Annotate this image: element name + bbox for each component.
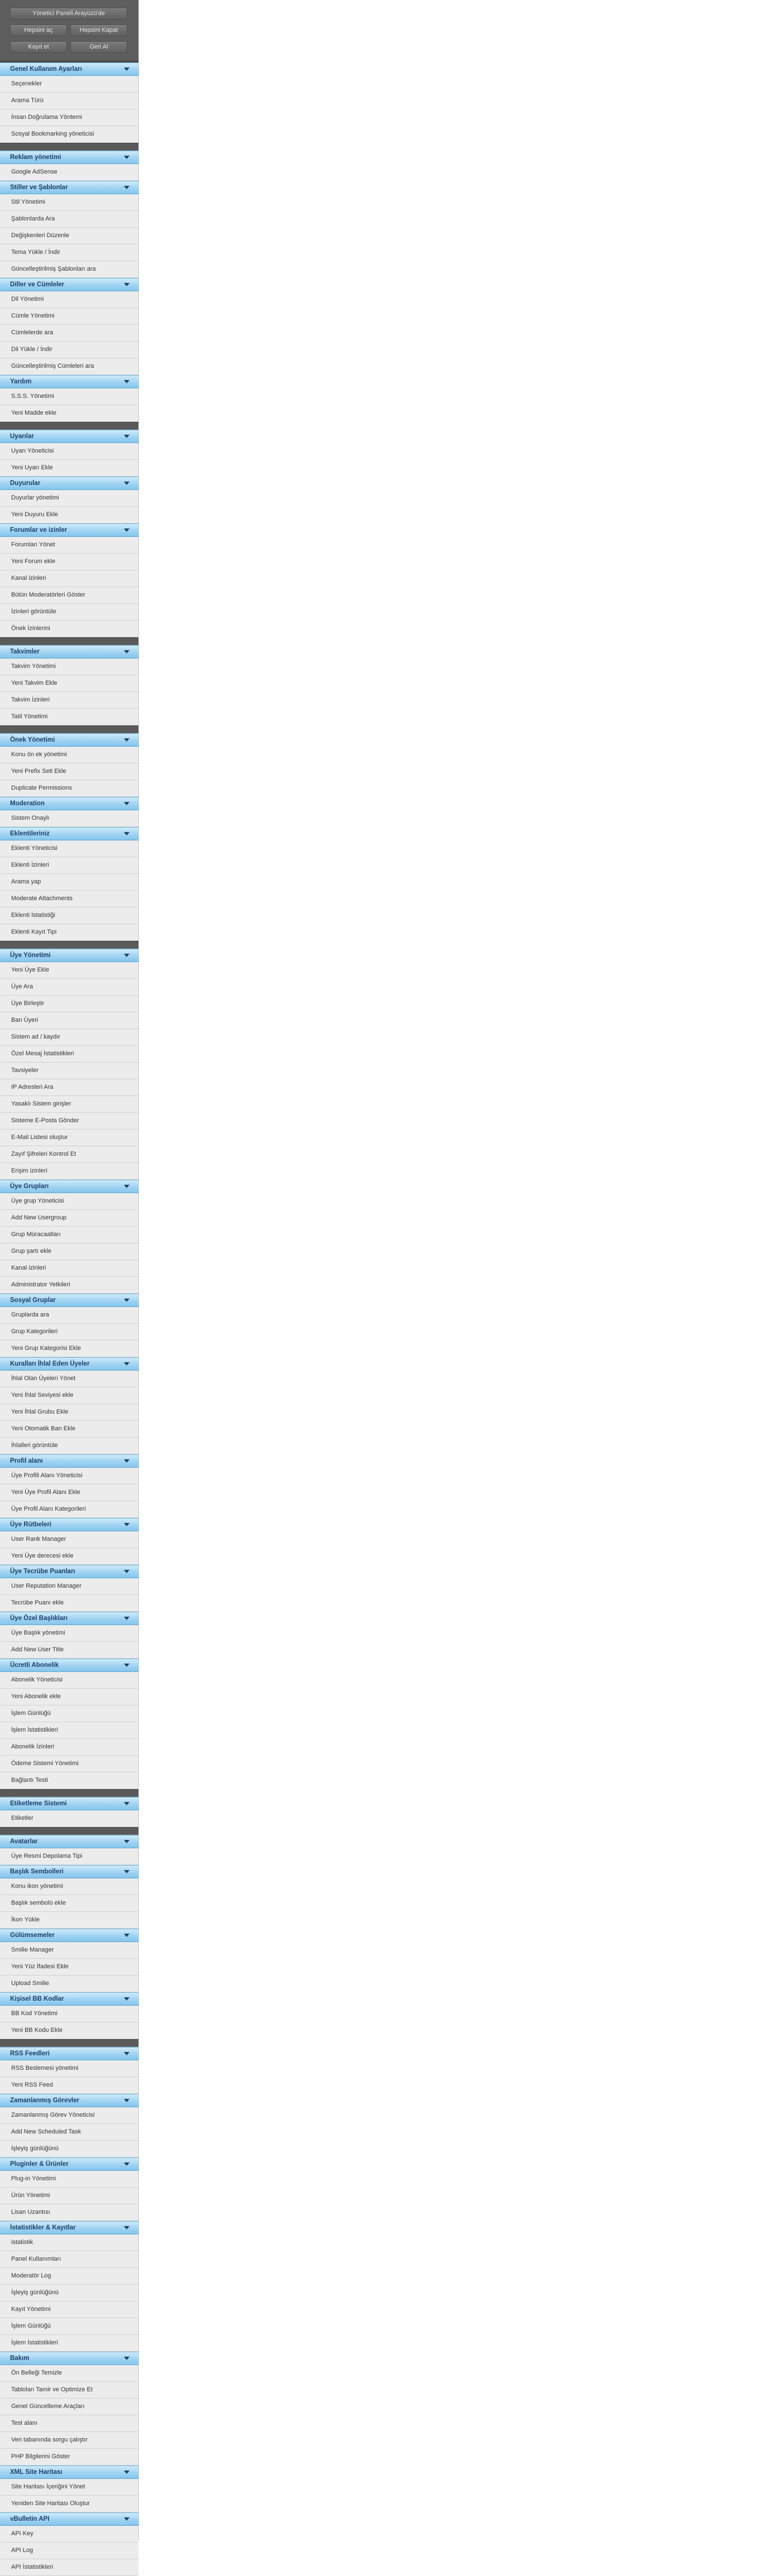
nav-link[interactable]: Eklenti Kayıt Tipi bbox=[0, 924, 138, 941]
section-header[interactable] bbox=[0, 63, 138, 76]
section-title: Uyarılar bbox=[10, 433, 34, 440]
nav-link[interactable]: İhlal Olan Üyeleri Yönet bbox=[0, 1371, 138, 1387]
sidebar-control-panel bbox=[0, 0, 138, 63]
chevron-down-icon bbox=[124, 1570, 129, 1573]
nav-link[interactable]: Seçenekler bbox=[0, 76, 138, 93]
nav-section bbox=[0, 2047, 138, 2094]
section-header[interactable] bbox=[0, 733, 138, 747]
nav-link[interactable]: İzinleri görüntüle bbox=[0, 604, 138, 621]
chevron-down-icon bbox=[124, 2099, 129, 2102]
group-separator bbox=[0, 422, 138, 430]
section-header[interactable] bbox=[0, 1294, 138, 1307]
group-separator bbox=[0, 1789, 138, 1797]
section-header[interactable] bbox=[0, 827, 138, 840]
chevron-down-icon bbox=[124, 2052, 129, 2055]
nav-link[interactable]: Arama yap bbox=[0, 874, 138, 891]
nav-section bbox=[0, 827, 138, 941]
section-title: Reklam yönetimi bbox=[10, 154, 61, 161]
nav-link[interactable]: Abonelik İzinleri bbox=[0, 1739, 138, 1756]
section-title: Sosyal Gruplar bbox=[10, 1297, 56, 1304]
nav-link[interactable]: PHP Bilgilerini Göster bbox=[0, 2449, 138, 2466]
nav-section bbox=[0, 2221, 138, 2352]
nav-link[interactable]: İşlem Günlüğü bbox=[0, 2318, 138, 2335]
section-title: Profil alanı bbox=[10, 1458, 43, 1464]
section-title: XML Site Haritası bbox=[10, 2469, 63, 2476]
section-header[interactable] bbox=[0, 1180, 138, 1193]
section-header[interactable] bbox=[0, 797, 138, 810]
section-header[interactable] bbox=[0, 1992, 138, 2006]
nav-link[interactable]: Yeni Forum ekle bbox=[0, 554, 138, 570]
nav-section bbox=[0, 375, 138, 422]
chevron-down-icon bbox=[124, 1523, 129, 1526]
chevron-down-icon bbox=[124, 802, 129, 805]
nav-link[interactable]: Yeni Otomatik Ban Ekle bbox=[0, 1421, 138, 1438]
chevron-down-icon bbox=[124, 954, 129, 957]
nav-link[interactable]: API İstatistikleri bbox=[0, 2559, 138, 2576]
nav-link[interactable]: Yeni Grup Kategorisi Ekle bbox=[0, 1340, 138, 1357]
nav-link[interactable]: Zamanlanmış Görev Yöneticisi bbox=[0, 2107, 138, 2124]
chevron-down-icon bbox=[124, 1617, 129, 1620]
nav-link[interactable]: Takvim Yönetimi bbox=[0, 659, 138, 675]
nav-link[interactable]: Üye grup Yöneticisi bbox=[0, 1193, 138, 1210]
group-separator bbox=[0, 725, 138, 733]
chevron-down-icon bbox=[124, 528, 129, 532]
chevron-down-icon bbox=[124, 435, 129, 438]
chevron-down-icon bbox=[124, 1997, 129, 2001]
nav-section bbox=[0, 1865, 138, 1929]
nav-link[interactable]: Üye Ara bbox=[0, 979, 138, 996]
nav-link[interactable]: Administrator Yetkileri bbox=[0, 1277, 138, 1294]
nav-link[interactable]: Cümlelerde ara bbox=[0, 325, 138, 342]
nav-link[interactable]: Yeni Üye derecesi ekle bbox=[0, 1548, 138, 1565]
section-title: Pluginler & Ürünler bbox=[10, 2161, 69, 2168]
save-prefs-button[interactable]: Kayıt et bbox=[10, 41, 67, 53]
nav-link[interactable]: Smilie Manager bbox=[0, 1942, 138, 1959]
section-header[interactable] bbox=[0, 2094, 138, 2107]
chevron-down-icon bbox=[124, 1870, 129, 1873]
section-title: Diller ve Cümleler bbox=[10, 281, 65, 288]
nav-link[interactable]: Başlık sembolü ekle bbox=[0, 1895, 138, 1912]
nav-link[interactable]: Tavsiyeler bbox=[0, 1063, 138, 1079]
nav-section bbox=[0, 2094, 138, 2157]
nav-section bbox=[0, 1518, 138, 1565]
section-title: Forumlar ve izinler bbox=[10, 527, 68, 534]
nav-link[interactable]: Konu ön ek yönetimi bbox=[0, 747, 138, 763]
nav-link[interactable]: Yeni Yüz İfadesi Ekle bbox=[0, 1959, 138, 1976]
chevron-down-icon bbox=[124, 1185, 129, 1188]
nav-link[interactable]: Plug-in Yönetimi bbox=[0, 2171, 138, 2188]
chevron-down-icon bbox=[124, 482, 129, 485]
nav-section bbox=[0, 278, 138, 375]
nav-link[interactable]: istatistik bbox=[0, 2234, 138, 2251]
nav-section bbox=[0, 523, 138, 637]
section-title: Başlık Sembolleri bbox=[10, 1868, 64, 1875]
nav-link[interactable]: Abonelik Yöneticisi bbox=[0, 1672, 138, 1689]
chevron-down-icon bbox=[124, 186, 129, 189]
nav-link[interactable]: İhlalleri görüntüle bbox=[0, 1438, 138, 1454]
nav-link[interactable]: S.S.S. Yönetimi bbox=[0, 388, 138, 405]
nav-section bbox=[0, 1835, 138, 1865]
nav-section bbox=[0, 151, 138, 181]
nav-link[interactable]: Bağlantı Testi bbox=[0, 1772, 138, 1789]
section-title: Önek Yönetimi bbox=[10, 737, 55, 743]
nav-link[interactable]: Etiketler bbox=[0, 1810, 138, 1827]
nav-link[interactable]: Üye Resmi Depolama Tipi bbox=[0, 1848, 138, 1865]
nav-link[interactable]: Kanal izinleri bbox=[0, 1260, 138, 1277]
nav-link[interactable]: Site Haritası İçeriğini Yönet bbox=[0, 2479, 138, 2496]
nav-link[interactable]: Yeni Takvim Ekle bbox=[0, 675, 138, 692]
nav-section bbox=[0, 2352, 138, 2466]
nav-section bbox=[0, 430, 138, 477]
group-separator bbox=[0, 2039, 138, 2047]
toggle-panel-button[interactable]: Yönetici Paneli Arayüzü'de bbox=[10, 8, 127, 20]
nav-section bbox=[0, 2466, 138, 2512]
section-title: Avatarlar bbox=[10, 1838, 38, 1845]
section-title: Üye Özel Başlıkları bbox=[10, 1615, 68, 1622]
nav-link[interactable]: Google AdSense bbox=[0, 164, 138, 181]
expand-all-button[interactable]: Hepsini aç bbox=[10, 25, 67, 36]
section-title: Üye Rütbeleri bbox=[10, 1521, 52, 1528]
nav-link[interactable]: Üye Başlık yönetimi bbox=[0, 1625, 138, 1642]
nav-section bbox=[0, 2512, 138, 2576]
nav-link[interactable]: Lisan Uzantısı bbox=[0, 2204, 138, 2221]
nav-link[interactable]: Duplicate Permissions bbox=[0, 780, 138, 797]
nav-link[interactable]: Forumları Yönet bbox=[0, 537, 138, 554]
section-title: Moderation bbox=[10, 800, 45, 807]
chevron-down-icon bbox=[124, 2517, 129, 2521]
nav-link[interactable]: Panel Kullanımları bbox=[0, 2251, 138, 2268]
nav-link[interactable]: Güncelleştirilmiş Şablonları ara bbox=[0, 261, 138, 278]
nav-link[interactable]: Stil Yönetimi bbox=[0, 194, 138, 211]
nav-link[interactable]: Cümle Yönetimi bbox=[0, 308, 138, 325]
section-header[interactable] bbox=[0, 2512, 138, 2526]
chevron-down-icon bbox=[124, 650, 129, 653]
chevron-down-icon bbox=[124, 738, 129, 742]
section-header[interactable] bbox=[0, 1835, 138, 1848]
nav-link[interactable]: Yasaklı Sistem girişler bbox=[0, 1096, 138, 1113]
chevron-down-icon bbox=[124, 156, 129, 159]
section-title: vBulletin API bbox=[10, 2516, 50, 2522]
revert-prefs-button[interactable]: Geri Al bbox=[70, 41, 127, 53]
chevron-down-icon bbox=[124, 2226, 129, 2229]
nav-link[interactable]: Veri tabanında sorgu çalıştır bbox=[0, 2432, 138, 2449]
nav-link[interactable]: Upload Smilie bbox=[0, 1976, 138, 1992]
nav-link[interactable]: BB Kod Yönetimi bbox=[0, 2006, 138, 2022]
sidebar-nav bbox=[0, 63, 138, 2576]
section-header[interactable] bbox=[0, 1357, 138, 1371]
nav-link[interactable]: İnsan Doğrulama Yöntemi bbox=[0, 109, 138, 126]
nav-section bbox=[0, 1797, 138, 1827]
nav-link[interactable]: Ürün Yönetimi bbox=[0, 2188, 138, 2204]
section-header[interactable] bbox=[0, 2157, 138, 2171]
nav-link[interactable]: Tecrübe Puanı ekle bbox=[0, 1595, 138, 1612]
nav-link[interactable]: Grup Kategorileri bbox=[0, 1324, 138, 1340]
nav-link[interactable]: API Key bbox=[0, 2526, 138, 2543]
nav-link[interactable]: Önek İzinlerini bbox=[0, 621, 138, 637]
nav-section bbox=[0, 1294, 138, 1357]
nav-link[interactable]: Add New Scheduled Task bbox=[0, 2124, 138, 2141]
section-header[interactable] bbox=[0, 1518, 138, 1531]
nav-section bbox=[0, 1612, 138, 1659]
section-title: Ücretli Abonelik bbox=[10, 1662, 59, 1669]
nav-link[interactable]: Özel Mesaj İstatistikleri bbox=[0, 1046, 138, 1063]
nav-link[interactable]: Kanal izinleri bbox=[0, 570, 138, 587]
nav-link[interactable]: Yeni İhlal Grubu Ekle bbox=[0, 1404, 138, 1421]
nav-link[interactable]: İşleyiş günlüğünü bbox=[0, 2141, 138, 2157]
nav-link[interactable]: Yeni Üye Ekle bbox=[0, 962, 138, 979]
group-separator bbox=[0, 637, 138, 645]
nav-link[interactable]: Uyarı Yöneticisi bbox=[0, 443, 138, 460]
nav-link[interactable]: User Rank Manager bbox=[0, 1531, 138, 1548]
nav-link[interactable]: E-Mail Listesi oluştur bbox=[0, 1130, 138, 1146]
chevron-down-icon bbox=[124, 283, 129, 286]
nav-section bbox=[0, 1454, 138, 1518]
section-title: Gülümsemeler bbox=[10, 1932, 55, 1939]
section-header[interactable] bbox=[0, 1565, 138, 1578]
section-header[interactable] bbox=[0, 477, 138, 490]
nav-link[interactable]: Yeni Prefix Seti Ekle bbox=[0, 763, 138, 780]
nav-link[interactable]: Dil Yönetimi bbox=[0, 291, 138, 308]
nav-link[interactable]: Yeni BB Kodu Ekle bbox=[0, 2022, 138, 2039]
nav-link[interactable]: İkon Yükle bbox=[0, 1912, 138, 1929]
section-title: Kuralları İhlal Eden Üyeler bbox=[10, 1361, 90, 1367]
section-title: Genel Kullanım Ayarları bbox=[10, 66, 82, 73]
nav-link[interactable]: Bütün Moderatörleri Göster bbox=[0, 587, 138, 604]
group-separator bbox=[0, 1827, 138, 1835]
section-header[interactable] bbox=[0, 2047, 138, 2060]
section-title: İstatistikler & Kayıtlar bbox=[10, 2224, 76, 2231]
nav-section bbox=[0, 1659, 138, 1789]
nav-link[interactable]: Arama Türü bbox=[0, 93, 138, 109]
section-title: Üye Grupları bbox=[10, 1183, 49, 1190]
nav-section bbox=[0, 797, 138, 827]
section-header[interactable] bbox=[0, 949, 138, 962]
nav-link[interactable]: Ödeme Sistemi Yönetimi bbox=[0, 1756, 138, 1772]
chevron-down-icon bbox=[124, 1459, 129, 1463]
nav-section bbox=[0, 2157, 138, 2221]
chevron-down-icon bbox=[124, 1362, 129, 1366]
nav-link[interactable]: Şablonlarda Ara bbox=[0, 211, 138, 228]
chevron-down-icon bbox=[124, 380, 129, 383]
nav-link[interactable]: Yeniden Site Haritası Oluştur bbox=[0, 2496, 138, 2512]
section-header[interactable] bbox=[0, 2221, 138, 2234]
section-header[interactable] bbox=[0, 151, 138, 164]
nav-link[interactable]: Sistem Onaylı bbox=[0, 810, 138, 827]
nav-section bbox=[0, 63, 138, 143]
nav-link[interactable]: Dil Yükle / İndir bbox=[0, 342, 138, 358]
nav-link[interactable]: Sosyal Bookmarking yöneticisi bbox=[0, 126, 138, 143]
section-title: Üye Tecrübe Puanları bbox=[10, 1568, 75, 1575]
nav-link[interactable]: Tatil Yönetimi bbox=[0, 709, 138, 725]
nav-link[interactable]: Yeni Madde ekle bbox=[0, 405, 138, 422]
nav-link[interactable]: IP Adresleri Ara bbox=[0, 1079, 138, 1096]
nav-link[interactable]: Eklenti Yöneticisi bbox=[0, 840, 138, 857]
chevron-down-icon bbox=[124, 1299, 129, 1302]
section-title: Zamanlanmış Görevler bbox=[10, 2097, 79, 2104]
section-header[interactable] bbox=[0, 1659, 138, 1672]
nav-link[interactable]: Yeni Abonelik ekle bbox=[0, 1689, 138, 1705]
chevron-down-icon bbox=[124, 1934, 129, 1937]
nav-link[interactable]: API Log bbox=[0, 2543, 138, 2559]
nav-link[interactable]: Takvim İzinleri bbox=[0, 692, 138, 709]
nav-link[interactable]: Erişim izinleri bbox=[0, 1163, 138, 1180]
nav-link[interactable]: Zayıf Şifreleri Kontrol Et bbox=[0, 1146, 138, 1163]
nav-link[interactable]: Eklenti İstatistiği bbox=[0, 907, 138, 924]
nav-link[interactable]: Test alanı bbox=[0, 2415, 138, 2432]
nav-link[interactable]: Değişkenleri Düzenle bbox=[0, 228, 138, 244]
nav-link[interactable]: Üye Profil Alanı Kategorileri bbox=[0, 1501, 138, 1518]
admin-sidebar bbox=[0, 0, 139, 2570]
nav-link[interactable]: Add New User Title bbox=[0, 1642, 138, 1659]
nav-link[interactable]: İşlem Günlüğü bbox=[0, 1705, 138, 1722]
section-header[interactable] bbox=[0, 181, 138, 194]
group-separator bbox=[0, 143, 138, 151]
nav-link[interactable]: Yeni Üye Profil Alanı Ekle bbox=[0, 1484, 138, 1501]
nav-link[interactable]: Yeni Uyarı Ekle bbox=[0, 460, 138, 477]
section-title: Etiketleme Sistemi bbox=[10, 1800, 67, 1807]
section-header[interactable] bbox=[0, 2352, 138, 2365]
nav-section bbox=[0, 1357, 138, 1454]
nav-link[interactable]: Kayıt Yönetimi bbox=[0, 2301, 138, 2318]
section-header[interactable] bbox=[0, 278, 138, 291]
nav-link[interactable]: Yeni RSS Feed bbox=[0, 2077, 138, 2094]
chevron-down-icon bbox=[124, 2162, 129, 2166]
group-separator bbox=[0, 941, 138, 949]
chevron-down-icon bbox=[124, 2471, 129, 2474]
nav-link[interactable]: Sisteme E-Posta Gönder bbox=[0, 1113, 138, 1130]
collapse-all-button[interactable]: Hepsini Kapat bbox=[70, 25, 127, 36]
nav-section bbox=[0, 949, 138, 1180]
nav-link[interactable]: Gruplarda ara bbox=[0, 1307, 138, 1324]
chevron-down-icon bbox=[124, 1664, 129, 1667]
chevron-down-icon bbox=[124, 1840, 129, 1843]
section-title: RSS Feedleri bbox=[10, 2050, 50, 2057]
chevron-down-icon bbox=[124, 2357, 129, 2360]
nav-link[interactable]: Ön Belleği Temizle bbox=[0, 2365, 138, 2382]
nav-section bbox=[0, 645, 138, 725]
nav-link[interactable]: Konu ikon yönetimi bbox=[0, 1878, 138, 1895]
nav-link[interactable]: Genel Güncelleme Araçları bbox=[0, 2399, 138, 2415]
chevron-down-icon bbox=[124, 832, 129, 835]
section-title: Duyurular bbox=[10, 480, 41, 487]
nav-link[interactable]: Ban Üyeri bbox=[0, 1012, 138, 1029]
section-title: Üye Yönetimi bbox=[10, 952, 51, 959]
nav-section bbox=[0, 1992, 138, 2039]
section-title: Eklentileriniz bbox=[10, 830, 50, 837]
nav-section bbox=[0, 733, 138, 797]
nav-link[interactable]: Grup Müracaatları bbox=[0, 1227, 138, 1243]
nav-link[interactable]: Tema Yükle / İndir bbox=[0, 244, 138, 261]
nav-link[interactable]: Moderatör Log bbox=[0, 2268, 138, 2285]
chevron-down-icon bbox=[124, 1802, 129, 1805]
section-header[interactable] bbox=[0, 1929, 138, 1942]
nav-section bbox=[0, 1180, 138, 1294]
nav-link[interactable]: Grup şartı ekle bbox=[0, 1243, 138, 1260]
section-header[interactable] bbox=[0, 1612, 138, 1625]
section-header[interactable] bbox=[0, 523, 138, 537]
section-header[interactable] bbox=[0, 430, 138, 443]
nav-section bbox=[0, 181, 138, 278]
nav-link[interactable]: Add New Usergroup bbox=[0, 1210, 138, 1227]
nav-link[interactable]: Tabloları Tamir ve Optimize Et bbox=[0, 2382, 138, 2399]
nav-link[interactable]: İşleyiş günlüğünü bbox=[0, 2285, 138, 2301]
chevron-down-icon bbox=[124, 68, 129, 71]
section-title: Stiller ve Şablonlar bbox=[10, 184, 68, 191]
section-header[interactable] bbox=[0, 375, 138, 388]
section-title: Bakım bbox=[10, 2355, 30, 2362]
section-header[interactable] bbox=[0, 645, 138, 659]
nav-link[interactable]: İşlem İstatistikleri bbox=[0, 1722, 138, 1739]
section-header[interactable] bbox=[0, 2466, 138, 2479]
nav-link[interactable]: Eklenti İzinleri bbox=[0, 857, 138, 874]
nav-section bbox=[0, 1929, 138, 1992]
section-header[interactable] bbox=[0, 1865, 138, 1878]
nav-link[interactable]: Duyurlar yönetimi bbox=[0, 490, 138, 507]
section-title: Takvimler bbox=[10, 648, 40, 655]
section-header[interactable] bbox=[0, 1797, 138, 1810]
nav-link[interactable]: Moderate Attachments bbox=[0, 891, 138, 907]
nav-link[interactable]: Yeni İhlal Seviyesi ekle bbox=[0, 1387, 138, 1404]
section-title: Yardım bbox=[10, 378, 32, 385]
nav-link[interactable]: Güncelleştirilmiş Cümleleri ara bbox=[0, 358, 138, 375]
section-header[interactable] bbox=[0, 1454, 138, 1468]
nav-link[interactable]: Üye Profili Alanı Yöneticisi bbox=[0, 1468, 138, 1484]
nav-link[interactable]: User Reputation Manager bbox=[0, 1578, 138, 1595]
section-title: Kişisel BB Kodlar bbox=[10, 1996, 64, 2002]
nav-link[interactable]: Yeni Duyuru Ekle bbox=[0, 507, 138, 523]
nav-link[interactable]: Üye Birleştir bbox=[0, 996, 138, 1012]
nav-link[interactable]: İşlem İstatistikleri bbox=[0, 2335, 138, 2352]
nav-link[interactable]: RSS Beslemesi yönetimi bbox=[0, 2060, 138, 2077]
nav-section bbox=[0, 1565, 138, 1612]
nav-section bbox=[0, 477, 138, 523]
nav-link[interactable]: Sistem ad / kaydır bbox=[0, 1029, 138, 1046]
